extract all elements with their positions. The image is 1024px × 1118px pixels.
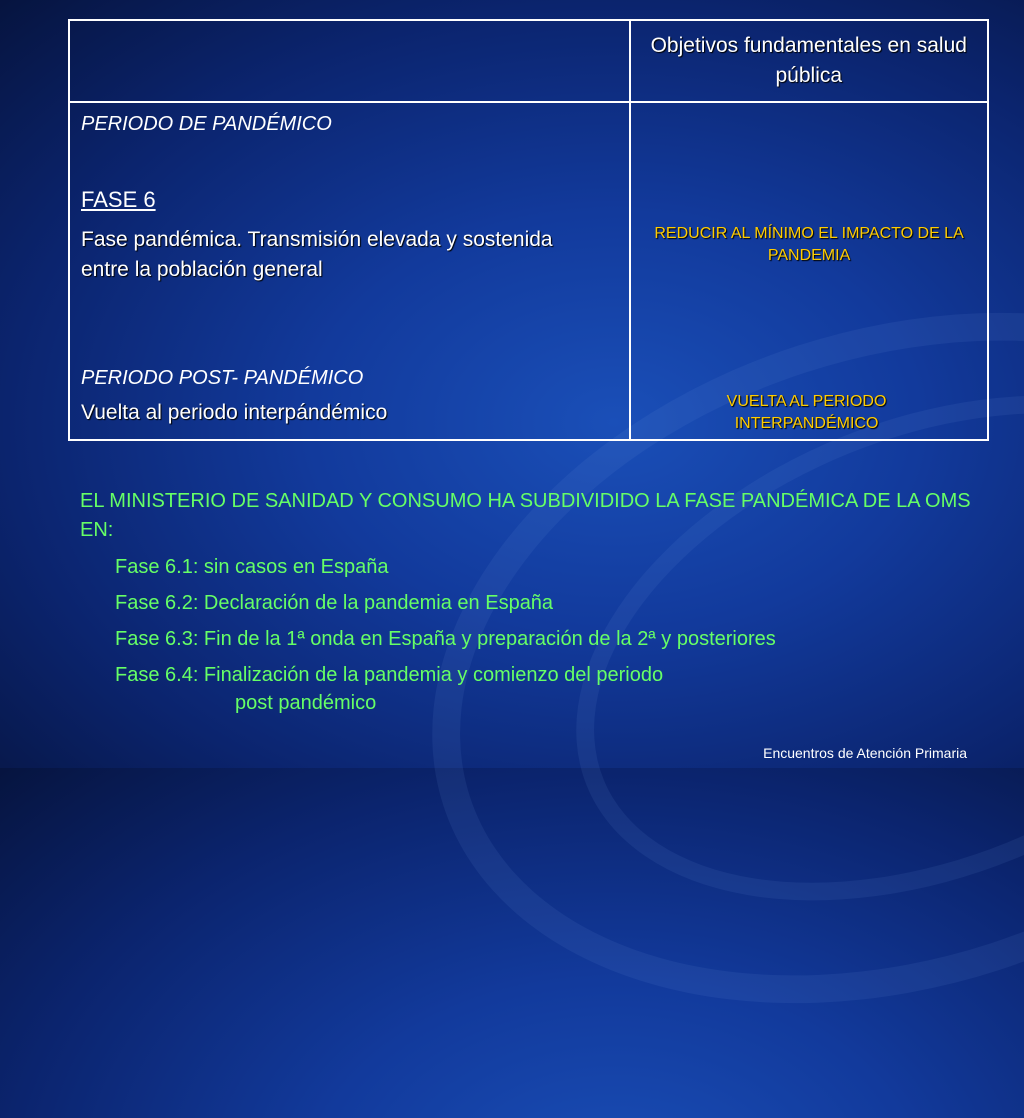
phase-6-description: Fase pandémica. Transmisión elevada y sostenida entre la población general [81, 228, 553, 281]
list-item: Fase 6.3: Fin de la 1ª onda en España y preparación de la 2ª y posteriores [115, 628, 776, 650]
table-goals-cell [630, 102, 988, 440]
goal-reduce-impact: REDUCIR AL MÍNIMO EL IMPACTO DE LA PANDEMIA [654, 225, 964, 264]
table-body-row [69, 102, 988, 440]
notes-intro: EL MINISTERIO DE SANIDAD Y CONSUMO HA SUBDIVIDIDO LA FASE PANDÉMICA DE LA OMS EN: [80, 490, 971, 541]
table-periods-cell [69, 102, 630, 440]
goal-return-interpandemic: VUELTA AL PERIODO INTERPANDÉMICO [726, 393, 887, 432]
list-item: Fase 6.2: Declaración de la pandemia en España [115, 592, 554, 614]
list-item: Fase 6.1: sin casos en España [115, 556, 389, 578]
ministry-notes [80, 487, 980, 725]
pandemic-period-title: PERIODO DE PANDÉMICO [81, 113, 332, 135]
phase-6-title: FASE 6 [81, 187, 156, 212]
table-header-objectives: Objetivos fundamentales en salud pública [630, 20, 988, 102]
list-item-continuation: post pandémico [235, 692, 377, 714]
post-pandemic-period-title: PERIODO POST- PANDÉMICO [81, 367, 364, 389]
slide-footer: Encuentros de Atención Primaria [763, 745, 967, 761]
return-interpandemic-text: Vuelta al periodo interpándémico [81, 401, 388, 424]
list-item [115, 661, 980, 717]
phase-table [68, 19, 989, 441]
table-header-empty-cell [69, 20, 630, 102]
list-item-text: Fase 6.4: Finalización de la pandemia y comienzo del periodo [115, 664, 664, 686]
table-header-row [69, 20, 988, 102]
subphase-list [80, 553, 980, 717]
